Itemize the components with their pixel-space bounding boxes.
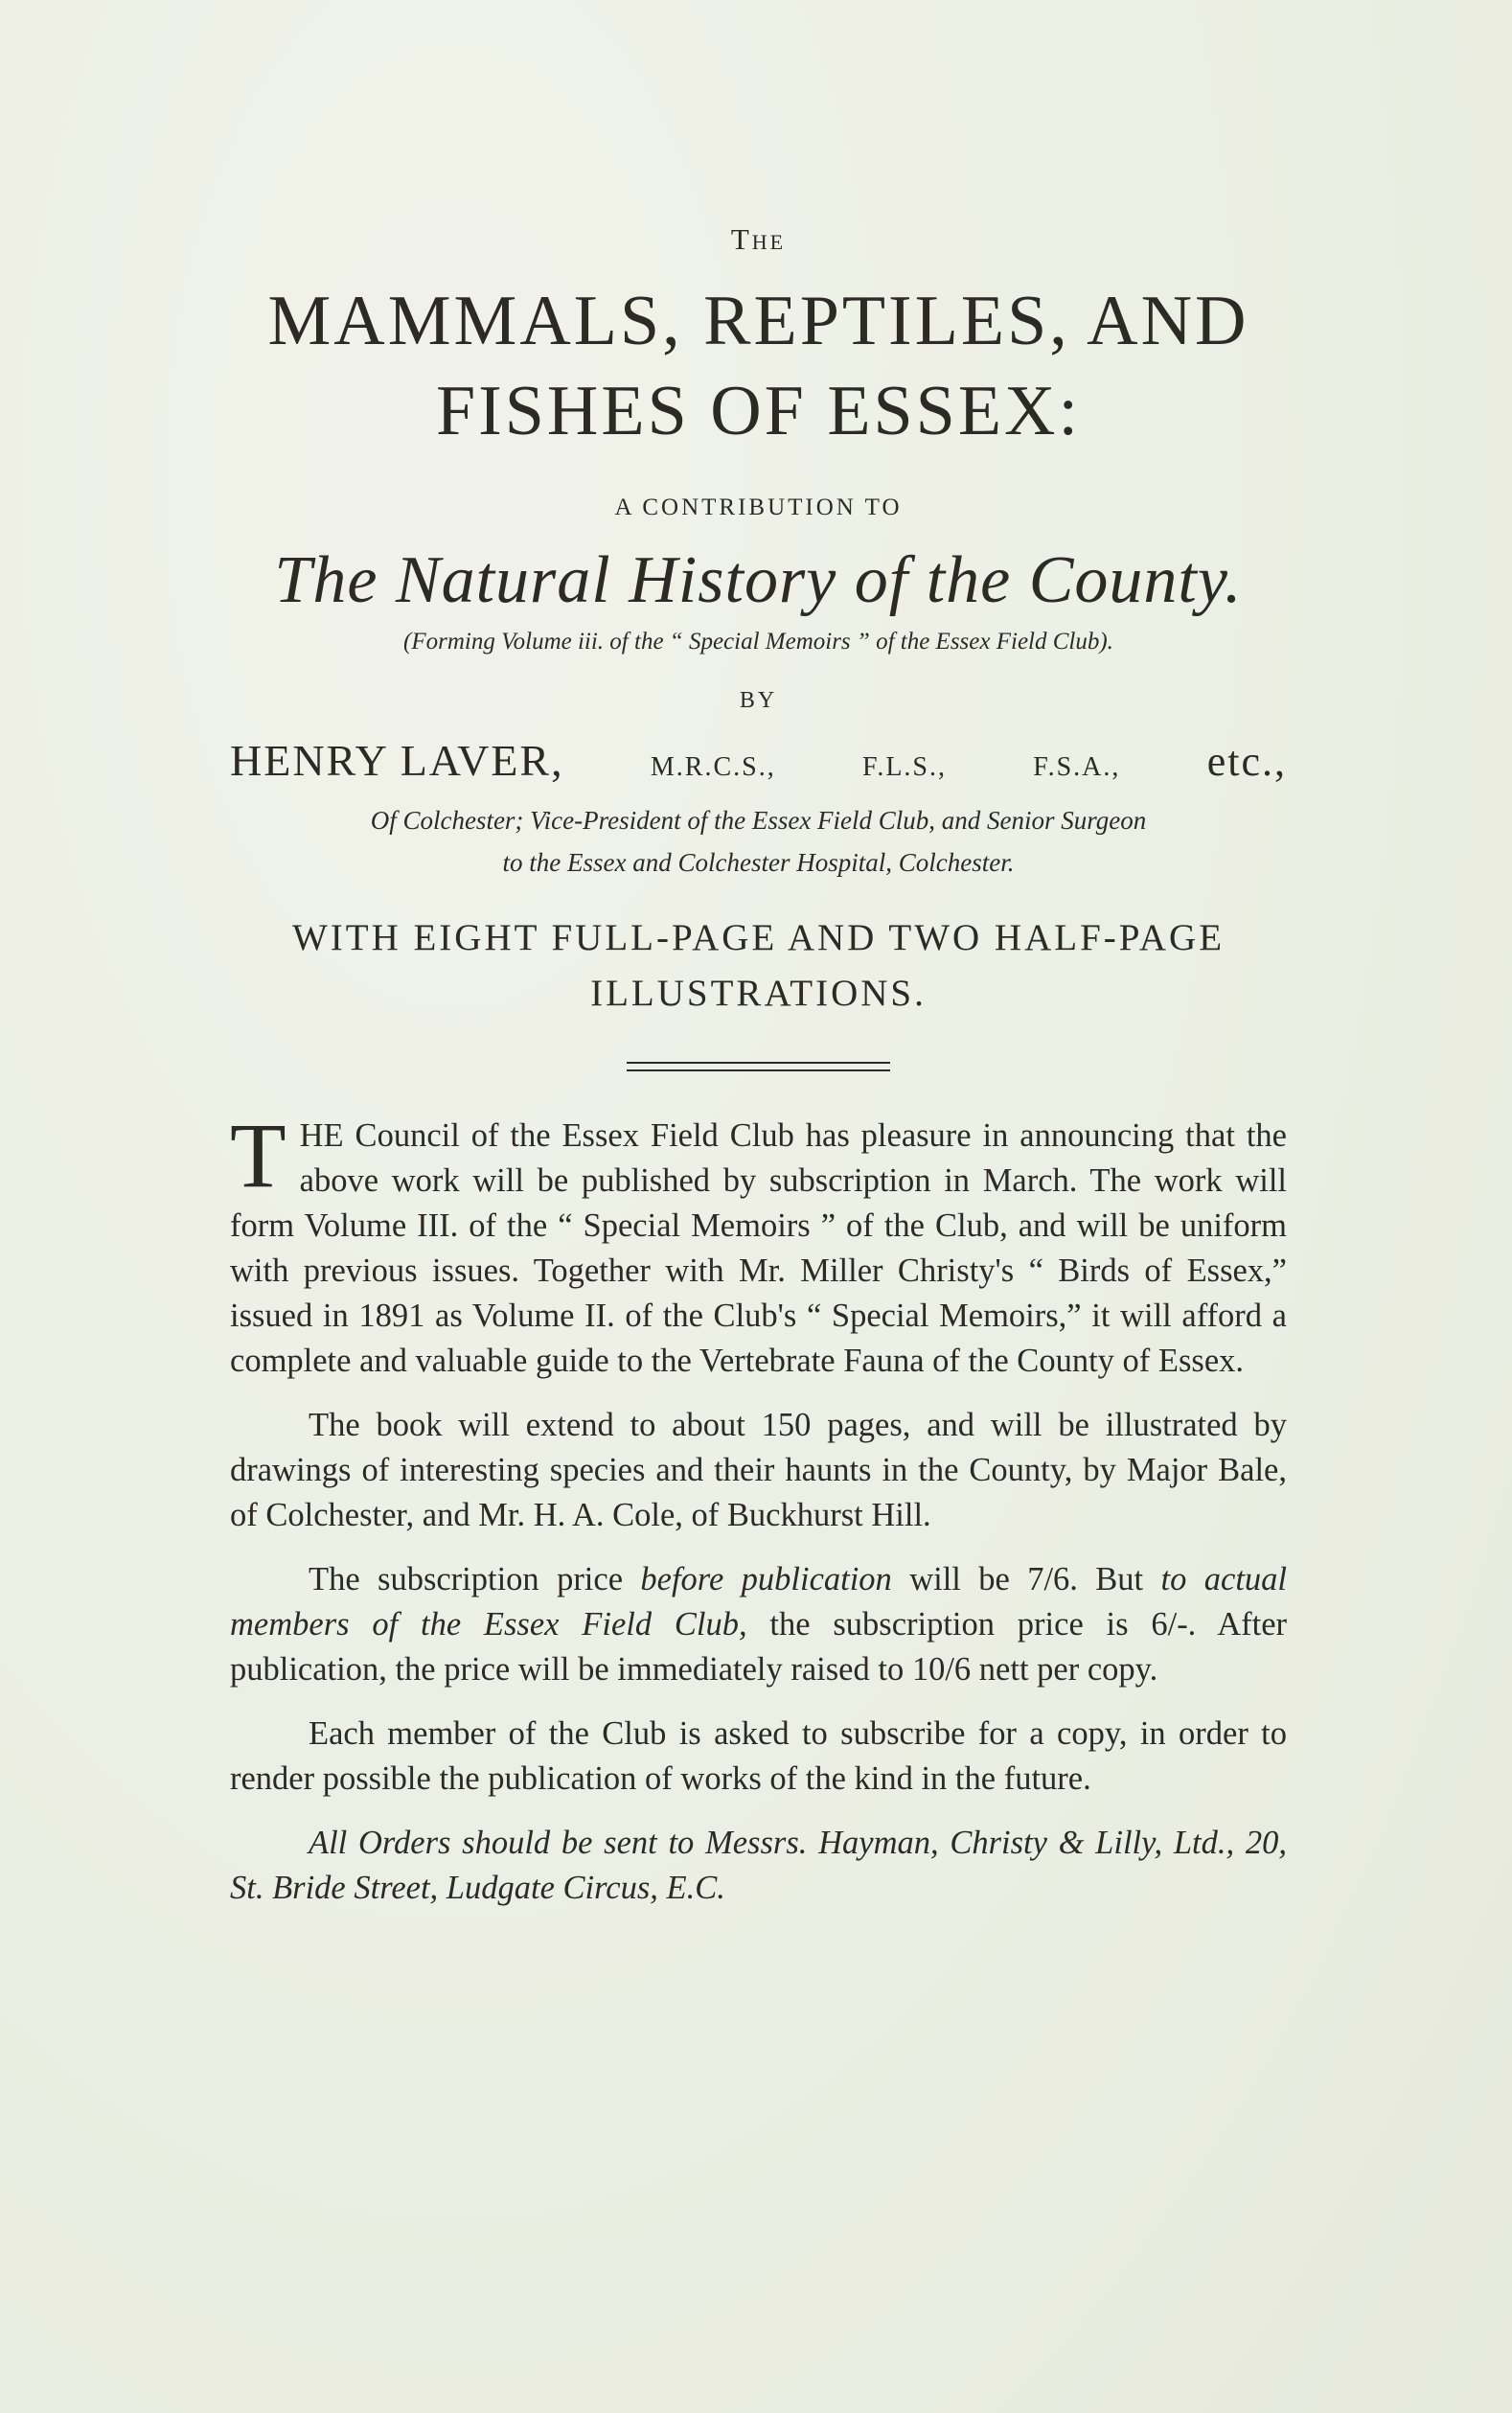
price-text-c: will be 7/6. But <box>891 1561 1161 1597</box>
main-title <box>230 276 1287 456</box>
author-office <box>230 799 1287 884</box>
illustrations-note <box>230 910 1287 1022</box>
illustrations-line-1: WITH EIGHT FULL-PAGE AND TWO HALF-PAGE <box>291 917 1226 958</box>
paragraph-subscription-price <box>230 1557 1287 1692</box>
forming-volume-note: (Forming Volume iii. of the “ Special Memoirs ” of the Essex Field Club). <box>403 629 1113 655</box>
paragraph-book-details: The book will extend to about 150 pages, and will be illustrated by drawings of interesting species and their haunts in the County, by Major Bale, of Colchester, and Mr. H. A. Cole, of Buckhurst Hill. <box>230 1407 1287 1533</box>
illustrations-line-2: ILLUSTRATIONS. <box>590 973 927 1014</box>
author-name: HENRY LAVER, <box>230 736 564 785</box>
paragraph-member-request: Each member of the Club is asked to subscribe for a copy, in order to render possible the publication of works of the kind in the future. <box>230 1715 1287 1797</box>
drop-cap: T <box>230 1104 286 1206</box>
degree-mrcs: M.R.C.S., <box>650 752 776 782</box>
author-line <box>230 735 1287 786</box>
by-line: BY <box>739 688 778 713</box>
price-text-a: The subscription price <box>309 1561 641 1597</box>
price-text-e: the subscription price is 6/-. After publication, the price will be immediately raised to 10/6 nett per copy. <box>230 1606 1287 1688</box>
natural-history-subtitle: The Natural History of the County. <box>274 543 1243 617</box>
degree-fsa: F.S.A., <box>1033 752 1121 782</box>
price-text-d: to actual members of the Essex Field Club, <box>230 1561 1288 1643</box>
contribution-line: A CONTRIBUTION TO <box>614 494 903 520</box>
degree-fls: F.L.S., <box>861 752 947 782</box>
body-text <box>230 1104 1288 1911</box>
title-line-2: FISHES OF ESSEX: <box>435 372 1082 450</box>
price-text-b: before publication <box>640 1561 892 1597</box>
office-line-1: Of Colchester; Vice-President of the Essex Field Club, and Senior Surgeon <box>370 806 1147 835</box>
the-heading: The <box>730 222 787 256</box>
title-line-1: MAMMALS, REPTILES, AND <box>267 282 1249 360</box>
paragraph-announcement <box>230 1104 1287 1384</box>
paragraph-orders: All Orders should be sent to Messrs. Hayman, Christy & Lilly, Ltd., 20, St. Bride Street, Ludgate Circus, E.C. <box>230 1825 1287 1906</box>
degree-etc: etc., <box>1206 738 1287 785</box>
office-line-2: to the Essex and Colchester Hospital, Colchester. <box>502 848 1015 877</box>
double-rule-divider <box>627 1062 890 1071</box>
paragraph-1-text: HE Council of the Essex Field Club has pleasure in announcing that the above work will be published by subscription in March. The work will form Volume III. of the “ Special Memoirs ” of the Club, and will be uniform with previous issues. Together with Mr. Miller Christy's “ Birds of Essex,” issued in 1891 as Volume II. of the Club's “ Special Memoirs,” it will afford a complete and valuable guide to the Vertebrate Fauna of the County of Essex. <box>230 1117 1287 1379</box>
